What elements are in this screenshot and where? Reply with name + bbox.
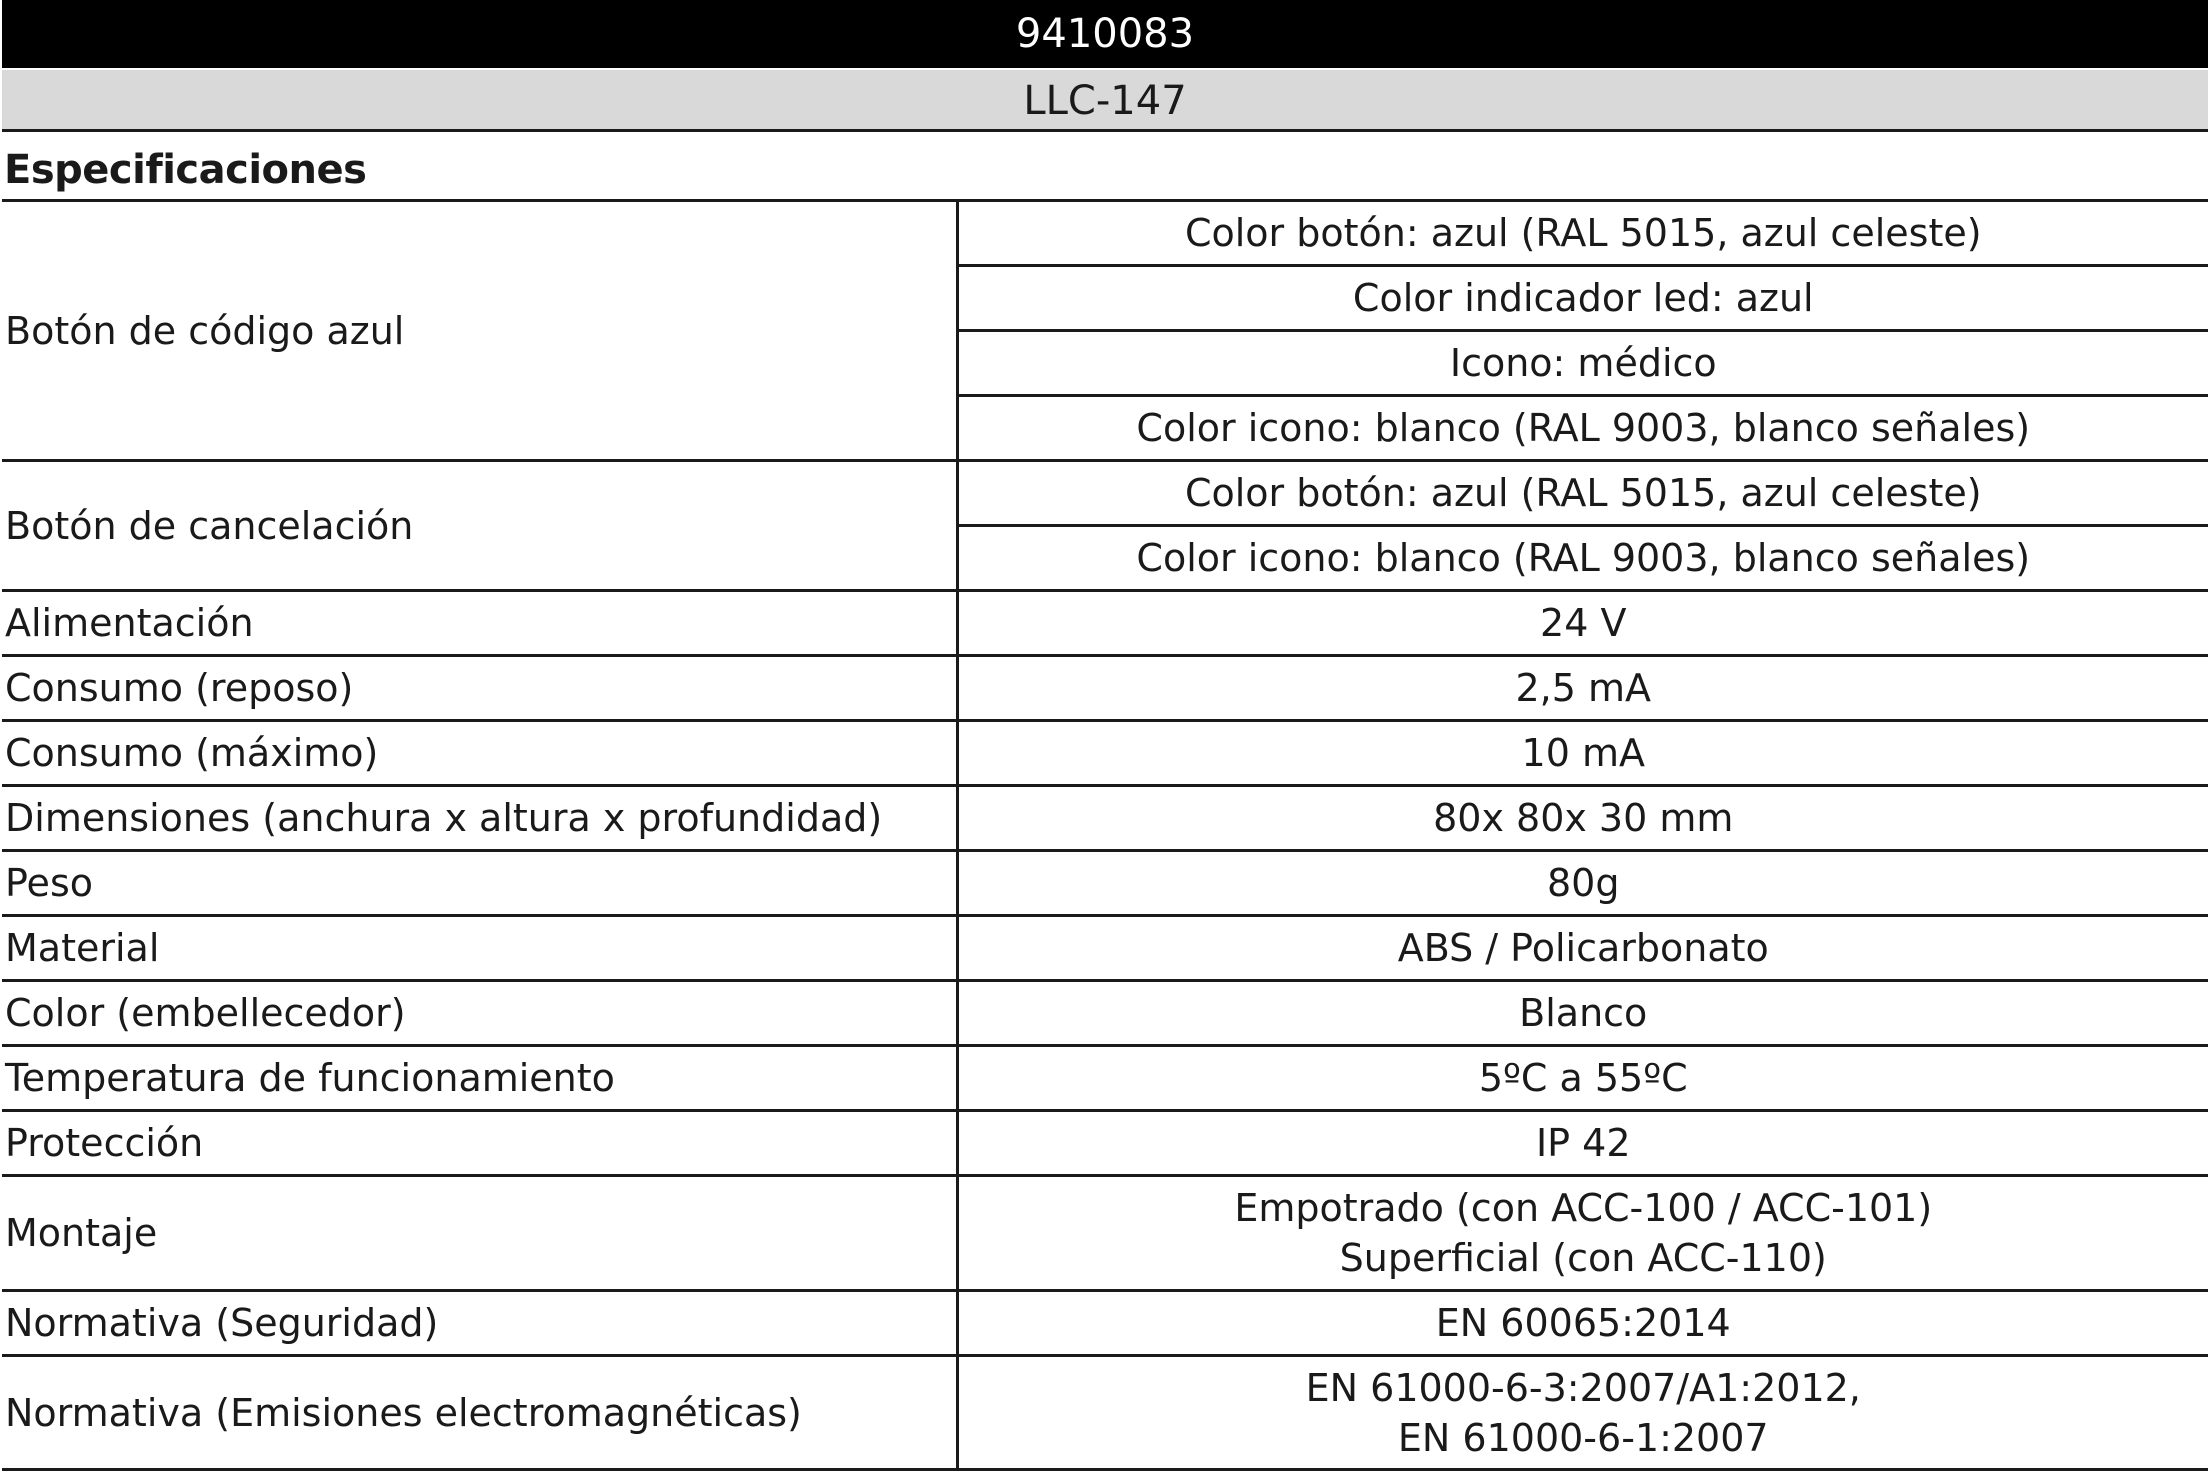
table-row [2,461,2208,526]
table-row [2,721,2208,786]
table-row [2,201,2208,266]
spec-value: 80g [957,851,2208,916]
spec-label: Color (embellecedor) [2,981,957,1046]
spec-label: Material [2,916,957,981]
spec-value: Color botón: azul (RAL 5015, azul celeste) [957,461,2208,526]
spec-value: Color indicador led: azul [957,266,2208,331]
spec-value: 2,5 mA [957,656,2208,721]
spec-value: 10 mA [957,721,2208,786]
table-row [2,981,2208,1046]
spec-value-line: EN 61000-6-1:2007 [1397,1415,1769,1460]
spec-label: Temperatura de funcionamiento [2,1046,957,1111]
spec-label: Dimensiones (anchura x altura x profundidad) [2,786,957,851]
spec-label: Normativa (Emisiones electromagnéticas) [2,1356,957,1470]
spec-value-line: Superficial (con ACC-110) [1339,1236,1827,1280]
spec-value-multiline [957,1356,2208,1470]
spec-label: Normativa (Seguridad) [2,1291,957,1356]
spec-label: Botón de cancelación [2,461,957,591]
spec-value: 5ºC a 55ºC [957,1046,2208,1111]
table-row [2,916,2208,981]
table-row [2,656,2208,721]
spec-label: Montaje [2,1176,957,1291]
spec-label: Consumo (reposo) [2,656,957,721]
product-code: 9410083 [2,0,2208,68]
table-row [2,1111,2208,1176]
table-row [2,1046,2208,1111]
table-row [2,591,2208,656]
spec-value: 80x 80x 30 mm [957,786,2208,851]
spec-label: Consumo (máximo) [2,721,957,786]
spec-value: Icono: médico [957,331,2208,396]
table-row [2,786,2208,851]
spec-table [2,199,2208,1471]
spec-value: Color botón: azul (RAL 5015, azul celeste) [957,201,2208,266]
spec-label: Botón de código azul [2,201,957,461]
model-name: LLC-147 [2,70,2208,132]
spec-value: 24 V [957,591,2208,656]
table-row [2,851,2208,916]
spec-value: EN 60065:2014 [957,1291,2208,1356]
spec-value: ABS / Policarbonato [957,916,2208,981]
table-row [2,1291,2208,1356]
table-row [2,1176,2208,1291]
spec-value-multiline [957,1176,2208,1291]
spec-value: Blanco [957,981,2208,1046]
spec-label: Protección [2,1111,957,1176]
table-row [2,1356,2208,1470]
spec-value: Color icono: blanco (RAL 9003, blanco señales) [957,526,2208,591]
spec-value-line: EN 61000-6-3:2007/A1:2012, [1305,1365,1861,1410]
section-title: Especificaciones [4,147,367,193]
spec-value: Color icono: blanco (RAL 9003, blanco señales) [957,396,2208,461]
spec-value-line: Empotrado (con ACC-100 / ACC-101) [1234,1186,1933,1230]
spec-label: Peso [2,851,957,916]
spec-label: Alimentación [2,591,957,656]
spec-value: IP 42 [957,1111,2208,1176]
